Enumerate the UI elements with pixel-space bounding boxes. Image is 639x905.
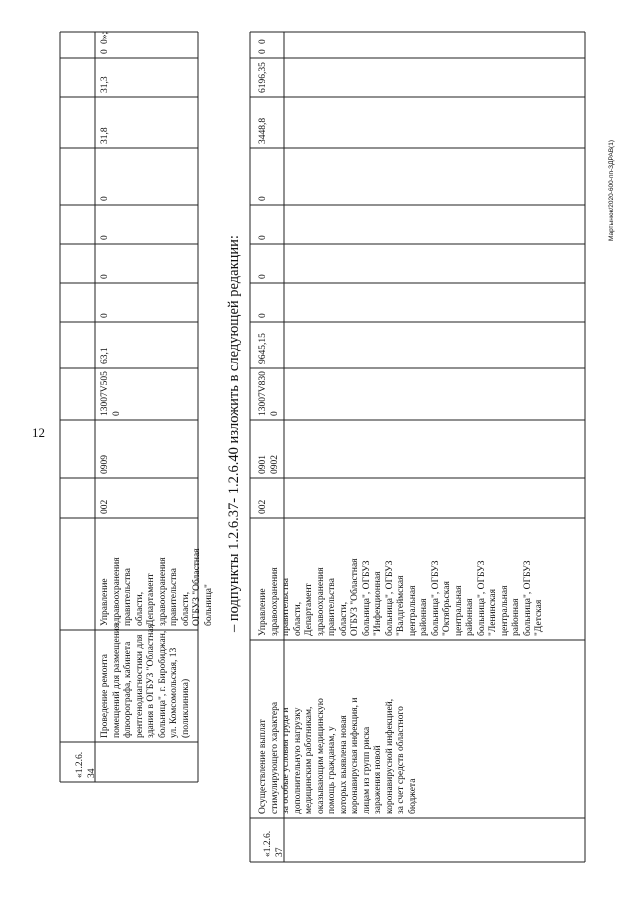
amendment-instruction: – подпункты 1.2.6.37- 1.2.6.40 изложить в следующей редакции: — [226, 235, 242, 632]
table-1-section-code: 0909 — [100, 455, 110, 474]
table-2-value-cell: 6196,35 — [258, 62, 268, 93]
table-2-value-cell: 0 — [258, 196, 268, 201]
table-2-value-cell: 0 — [258, 235, 268, 240]
table-2-value-cell: 0 — [258, 49, 268, 54]
page-number: 12 — [32, 425, 45, 440]
table-2-grbs-code: 002 — [258, 499, 268, 514]
table-1-value-cell: 0 — [100, 313, 110, 318]
table-2-measure-name: Осуществление выплат стимулирующего характера за особые условия труда и дополнительную нагрузку медицинским работникам, оказывающим медицинскую помощь гражданам, у которых выявлена новая коронавирусная инфекция, и лицам из групп риска заражения новой коронавирусной инфекцией, за счет средств областного бюджета — [258, 697, 418, 814]
table-2-value-cell: 9645,15 — [258, 333, 268, 364]
table-1-value-cell: 31,8 — [100, 127, 110, 144]
table-2-value-cell: 0 — [258, 39, 268, 44]
table-1-value-cell: 0 — [100, 235, 110, 240]
table-1-grbs-code: 002 — [100, 499, 110, 514]
table-2-row-number: «1.2.6. 37 — [263, 830, 285, 857]
table-1-value-cell: 31,3 — [100, 76, 110, 93]
table-1-target-code: 13007V505 0 — [100, 371, 122, 416]
table-2-value-cell: 0 — [258, 313, 268, 318]
table-1-executor: Управление здравоохранения правительства области, Департамент здравоохранения правительства области, ОГБУЗ "Областная больница" — [100, 548, 214, 626]
table-1-measure-name: Проведение ремонта помещений для размещения флюорографа, кабинета рентгенодиагностики для здания в ОГБУЗ "Областная больница", г. Биробиджан, ул. Комсомольская, 13 (поликлиника) — [100, 623, 191, 738]
table-2-value-cell: 3448,8 — [258, 117, 268, 144]
document-code: Мартынюк/2020-600-пп-ЗДРАВ(1) — [608, 140, 615, 242]
table-1-value-cell: 0 — [100, 49, 110, 54]
table-1-value-cell: 63,1 — [100, 347, 110, 364]
table-1-row-number: «1.2.6. 34 — [75, 751, 97, 778]
table-2-executor: Управление здравоохранения правительства области, Департамент здравоохранения правительства области, ОГБУЗ "Областная больница", ОГБУЗ "Инфекционная больница", ОГБУЗ "Валдгеймская центральная районная больница", ОГБУЗ "Октябрьская центральная районная больница", ОГБУЗ "Ленинская центральная районная больница", ОГБУЗ "Детская — [258, 558, 544, 636]
table-1-value-cell: 0 — [100, 274, 110, 279]
table-2-target-code: 13007V830 0 — [258, 371, 280, 416]
table-1-value-cell: 0 — [100, 196, 110, 201]
table-1-value-cell: 0»; — [100, 31, 110, 44]
table-2-section-code: 0901 0902 — [258, 455, 280, 474]
table-2-value-cell: 0 — [258, 274, 268, 279]
